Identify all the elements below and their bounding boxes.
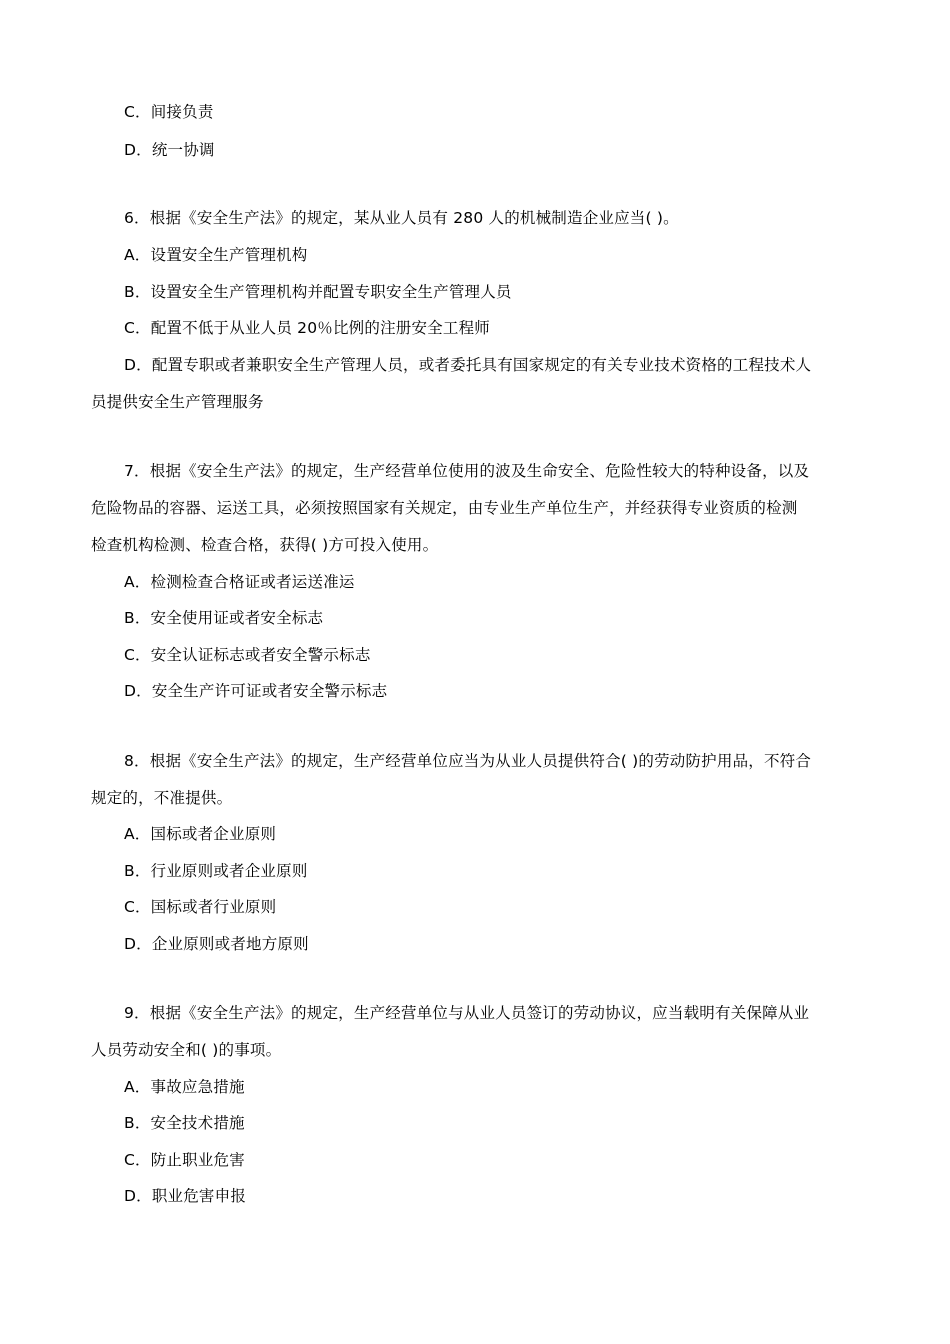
option-d: D．职业危害申报 (124, 1187, 247, 1205)
option-c: C．国标或者行业原则 (124, 898, 277, 916)
question-stem: 9．根据《安全生产法》的规定，生产经营单位与从业人员签订的劳动协议，应当载明有关保障从业 (124, 1004, 810, 1022)
question-stem-continued: 人员劳动安全和( )的事项。 (91, 1041, 282, 1059)
option-a: A．检测检查合格证或者运送准运 (124, 573, 355, 591)
option-a: A．国标或者企业原则 (124, 825, 277, 843)
option-a: A．设置安全生产管理机构 (124, 246, 308, 264)
option-b: B．安全使用证或者安全标志 (124, 609, 324, 627)
option-d: D．企业原则或者地方原则 (124, 935, 309, 953)
option-b: B．设置安全生产管理机构并配置专职安全生产管理人员 (124, 283, 512, 301)
question-stem-continued: 危险物品的容器、运送工具，必须按照国家有关规定，由专业生产单位生产，并经获得专业资质的检测 (91, 499, 798, 517)
option-d-prev: D．统一协调 (124, 141, 215, 159)
option-d: D．配置专职或者兼职安全生产管理人员，或者委托具有国家规定的有关专业技术资格的工程技术人 (124, 356, 812, 374)
option-c: C．防止职业危害 (124, 1151, 245, 1169)
option-c: C．配置不低于从业人员 20％比例的注册安全工程师 (124, 319, 490, 337)
option-b: B．行业原则或者企业原则 (124, 862, 308, 880)
option-a: A．事故应急措施 (124, 1078, 245, 1096)
question-stem-continued: 规定的，不准提供。 (91, 789, 233, 807)
option-c: C．安全认证标志或者安全警示标志 (124, 646, 371, 664)
option-d-continued: 员提供安全生产管理服务 (91, 393, 264, 411)
option-d: D．安全生产许可证或者安全警示标志 (124, 682, 388, 700)
question-stem-continued: 检查机构检测、检查合格，获得( )方可投入使用。 (91, 536, 439, 554)
question-stem: 6．根据《安全生产法》的规定，某从业人员有 280 人的机械制造企业应当( )。 (124, 209, 679, 227)
option-b: B．安全技术措施 (124, 1114, 245, 1132)
option-c-prev: C．间接负责 (124, 103, 214, 121)
question-stem: 8．根据《安全生产法》的规定，生产经营单位应当为从业人员提供符合( )的劳动防护用品，不符合 (124, 752, 812, 770)
question-stem: 7．根据《安全生产法》的规定，生产经营单位使用的波及生命安全、危险性较大的特种设备，以及 (124, 462, 810, 480)
